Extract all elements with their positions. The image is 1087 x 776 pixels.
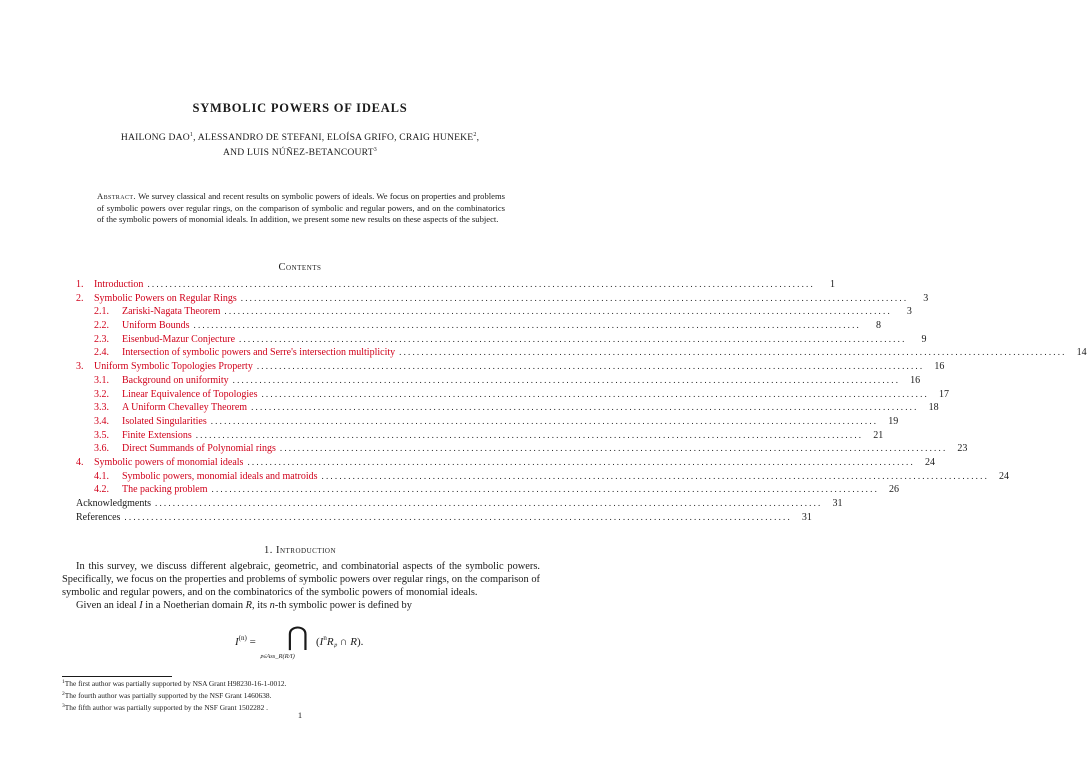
toc-number[interactable]: 3.5.: [94, 429, 109, 441]
toc-page: 9: [921, 333, 927, 345]
toc-title[interactable]: Intersection of symbolic powers and Serre's intersection multiplicity: [122, 347, 396, 359]
toc-page: 1: [829, 279, 835, 290]
toc-entry[interactable]: [76, 429, 884, 444]
footnote-text: The fifth author was partially supported by the NSF Grant 1502282 .: [64, 703, 268, 712]
toc-number[interactable]: 3.6.: [94, 443, 109, 455]
toc-title[interactable]: Finite Extensions: [122, 429, 192, 441]
toc-title[interactable]: A Uniform Chevalley Theorem: [122, 402, 248, 414]
toc-number[interactable]: 3.3.: [94, 402, 109, 414]
math-var: R: [326, 636, 334, 648]
toc-number[interactable]: 2.: [76, 292, 84, 304]
toc-number[interactable]: 4.2.: [94, 484, 109, 496]
toc-leader: ......................................................................................................................................................: [239, 333, 907, 344]
toc-entry[interactable]: [76, 388, 949, 403]
para-text: , its: [252, 600, 270, 611]
toc-number[interactable]: 4.1.: [94, 470, 109, 482]
formula-lhs: [235, 634, 256, 648]
math-var: n: [269, 600, 275, 611]
math-var: I: [319, 636, 324, 648]
paper-title: SYMBOLIC POWERS OF IDEALS: [192, 101, 408, 115]
toc-number[interactable]: 3.1.: [94, 374, 109, 386]
toc-page: 8: [876, 320, 881, 332]
toc-page: 31: [832, 498, 843, 509]
math-var: I: [139, 600, 143, 611]
toc-leader: ......................................................................................................................................................: [240, 292, 909, 303]
toc-title[interactable]: Isolated Singularities: [122, 415, 207, 427]
paren: (: [316, 636, 320, 648]
toc-page: 24: [999, 470, 1010, 482]
toc-leader: ......................................................................................................................................................: [399, 347, 1067, 358]
toc-leader: ......................................................................................................................................................: [195, 429, 864, 440]
toc-leader: ......................................................................................................................................................: [251, 402, 919, 413]
toc-entry[interactable]: [76, 292, 929, 307]
footnote-text: The fourth author was partially supported by the NSF Grant 1460638.: [64, 691, 272, 700]
toc-title[interactable]: Uniform Bounds: [122, 320, 190, 332]
toc-leader: ......................................................................................................................................................: [256, 361, 925, 372]
toc-page: 16: [910, 374, 921, 386]
toc-page: 3: [923, 292, 929, 304]
author-middle: , ALESSANDRO DE STEFANI, ELOÍSA GRIFO, CRAIG HUNEKE: [193, 132, 474, 143]
toc-number[interactable]: 3.: [76, 361, 84, 373]
toc-entry[interactable]: [76, 374, 921, 389]
body-text: [62, 560, 540, 612]
section-heading: 1. Introduction: [263, 545, 337, 556]
toc-entry[interactable]: [76, 333, 927, 348]
toc-title[interactable]: Acknowledgments: [76, 498, 151, 509]
toc-leader: ......................................................................................................................................................: [247, 456, 915, 467]
toc-page: 19: [888, 415, 899, 427]
table-of-contents: [76, 279, 1087, 525]
toc-title[interactable]: Symbolic powers of monomial ideals: [94, 456, 244, 468]
toc-title[interactable]: Linear Equivalence of Topologies: [122, 388, 258, 400]
toc-leader: ......................................................................................................................................................: [124, 511, 792, 522]
paragraph: In this survey, we discuss different algebraic, geometric, and combinatorial aspects of the symbolic powers. Specifically, we focus on the properties and problems of symbolic powers over regular rings, on the comparison of symbolic and regular powers, and on the combinatorics of the symbolic powers of monomial ideals.: [62, 561, 540, 598]
toc-number[interactable]: 3.4.: [94, 415, 109, 427]
footnote: [62, 689, 540, 701]
page-number: 1: [297, 710, 303, 720]
equals-sign: =: [246, 636, 256, 648]
toc-entry[interactable]: [76, 320, 881, 334]
abstract-label: Abstract.: [97, 191, 136, 201]
toc-page: 26: [889, 484, 900, 496]
toc-number[interactable]: 2.4.: [94, 347, 109, 359]
toc-entry[interactable]: [76, 484, 900, 498]
big-intersection-symbol: ⋂: [287, 622, 309, 651]
toc-leader: ......................................................................................................................................................: [224, 306, 892, 317]
toc-title[interactable]: Background on uniformity: [122, 374, 229, 386]
toc-number[interactable]: 2.3.: [94, 333, 109, 345]
math-var: I: [235, 636, 239, 648]
toc-title[interactable]: Direct Summands of Polynomial rings: [122, 443, 276, 455]
toc-title[interactable]: Symbolic Powers on Regular Rings: [94, 292, 237, 304]
toc-title[interactable]: Eisenbud-Mazur Conjecture: [122, 333, 236, 345]
toc-entry[interactable]: [76, 470, 1010, 485]
math-superscript: n: [323, 634, 327, 642]
intersection-op: ∩: [336, 636, 351, 648]
toc-title[interactable]: Introduction: [94, 279, 144, 290]
toc-entry[interactable]: [76, 443, 968, 457]
toc-leader: ......................................................................................................................................................: [321, 470, 990, 481]
intersection-subscript: 𝔭∈Ass_R(R/I): [260, 653, 295, 660]
author-comma: ,: [476, 132, 480, 143]
para-text: in a Noetherian domain: [142, 600, 246, 611]
toc-number[interactable]: 2.2.: [94, 320, 109, 332]
toc-entry[interactable]: [76, 415, 899, 430]
toc-page: 18: [928, 402, 939, 414]
footnotes: [62, 677, 540, 713]
toc-leader: ......................................................................................................................................................: [232, 374, 901, 385]
toc-entry[interactable]: [76, 456, 935, 471]
math-var: R: [350, 636, 357, 648]
author-last: AND LUIS NÚÑEZ-BETANCOURT: [223, 147, 374, 158]
toc-page: 23: [957, 443, 968, 455]
toc-leader: ......................................................................................................................................................: [210, 415, 879, 426]
author-dao: HAILONG DAO: [120, 132, 190, 143]
footnote-mark: 2: [62, 691, 65, 697]
toc-page: 14: [1076, 347, 1087, 359]
toc-entry[interactable]: [76, 402, 939, 416]
toc-leader: ......................................................................................................................................................: [261, 388, 929, 399]
para-text: -th symbolic power is defined by: [274, 600, 412, 611]
abstract-text: We survey classical and recent results on symbolic powers of ideals. We focus on properties and problems of symbolic powers over regular rings, on the comparison of symbolic and regular powers, and on the combinatorics of the symbolic powers of monomial ideals. In addition, we present some new results on these aspects of the subject.: [97, 191, 505, 225]
toc-title[interactable]: Zariski-Nagata Theorem: [122, 306, 221, 318]
math-superscript: (n): [238, 634, 247, 642]
toc-title[interactable]: The packing problem: [122, 484, 208, 496]
toc-title[interactable]: Symbolic powers, monomial ideals and matroids: [122, 470, 318, 482]
toc-title[interactable]: References: [76, 511, 121, 523]
toc-leader: ......................................................................................................................................................: [193, 320, 861, 331]
toc-number[interactable]: 4.: [76, 456, 84, 468]
toc-number[interactable]: 2.1.: [94, 306, 109, 318]
abstract: [97, 191, 505, 226]
footnote-mark-3[interactable]: 3: [373, 147, 377, 153]
toc-entry[interactable]: [76, 511, 812, 526]
symbolic-power-formula: [0, 622, 600, 666]
toc-entry[interactable]: [76, 347, 1087, 361]
toc-leader: ......................................................................................................................................................: [279, 443, 948, 454]
author-list: [60, 129, 540, 159]
footnote-mark-2[interactable]: 2: [473, 132, 477, 138]
toc-page: 24: [924, 456, 935, 468]
toc-number[interactable]: 3.2.: [94, 388, 109, 400]
toc-page: 31: [801, 511, 812, 523]
footnote: [62, 677, 540, 689]
toc-leader: ......................................................................................................................................................: [155, 498, 823, 508]
toc-page: 16: [934, 361, 945, 373]
toc-entry[interactable]: [76, 306, 912, 320]
toc-leader: ......................................................................................................................................................: [211, 484, 880, 495]
footnote-mark: 3: [62, 703, 65, 709]
contents-heading: Contents: [278, 262, 322, 273]
paragraph: [62, 599, 540, 612]
footnote-text: The first author was partially supported by NSA Grant H98230-16-1-0012.: [64, 679, 287, 688]
math-var: R: [245, 600, 253, 611]
math-subscript: 𝔭: [333, 641, 337, 649]
toc-leader: ......................................................................................................................................................: [147, 279, 815, 289]
toc-entry[interactable]: [76, 361, 945, 375]
footnote-mark-1[interactable]: 1: [189, 132, 194, 138]
toc-page: 21: [873, 429, 884, 441]
toc-page: 17: [938, 388, 949, 400]
math-term: [320, 636, 337, 648]
formula-rhs: [316, 634, 363, 650]
toc-number[interactable]: 1.: [76, 279, 84, 290]
para-text: Given an ideal: [76, 600, 140, 611]
toc-title[interactable]: Uniform Symbolic Topologies Property: [94, 361, 253, 373]
toc-entry[interactable]: [76, 279, 835, 293]
toc-entry[interactable]: [76, 498, 843, 512]
paren: ).: [356, 636, 364, 648]
toc-page: 3: [906, 306, 912, 318]
footnote-mark: 1: [62, 679, 65, 685]
